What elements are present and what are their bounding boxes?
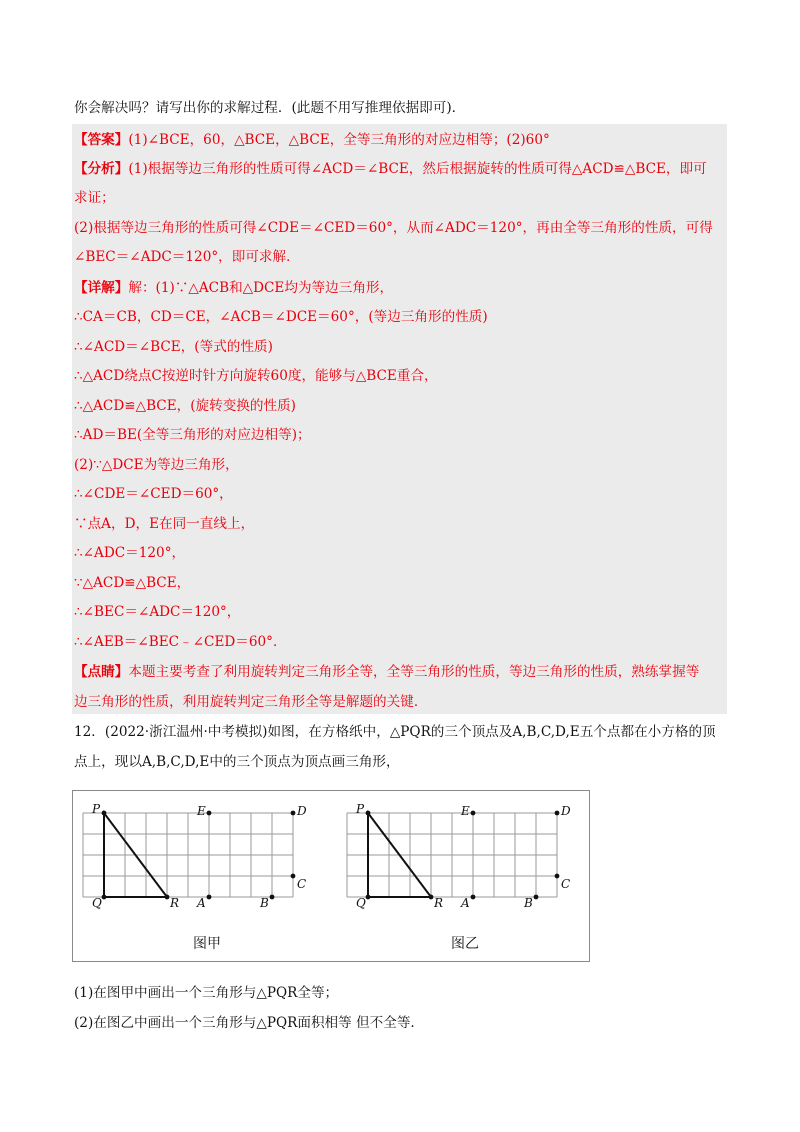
answer-line bbox=[74, 130, 550, 150]
point-label-d: D bbox=[297, 804, 307, 818]
point-p bbox=[366, 811, 371, 816]
caption-jia: 图甲 bbox=[193, 936, 221, 952]
detail-line-11: ∴∠BEC＝∠ADC＝120°， bbox=[74, 604, 241, 620]
point-label-e: E bbox=[461, 804, 470, 818]
detail-line-5: ∴AD＝BE(全等三角形的对应边相等)； bbox=[74, 427, 311, 443]
point-label-p: P bbox=[92, 802, 101, 816]
question-1: (1)在图甲中画出一个三角形与△PQR全等； bbox=[74, 985, 339, 1001]
answer-box bbox=[72, 124, 727, 714]
detail-line-2: ∴∠ACD＝∠BCE，(等式的性质) bbox=[74, 339, 273, 355]
analysis-line-4: ∠BEC＝∠ADC＝120°，即可求解． bbox=[74, 249, 300, 265]
comment-tag: 【点睛】 bbox=[74, 664, 129, 680]
point-p bbox=[102, 811, 107, 816]
detail-tag: 【详解】 bbox=[74, 280, 129, 296]
analysis-line-2: 求证； bbox=[74, 190, 115, 206]
point-label-d: D bbox=[561, 804, 571, 818]
point-label-a: A bbox=[197, 896, 206, 910]
point-label-a: A bbox=[461, 896, 470, 910]
analysis-text-1: (1)根据等边三角形的性质可得∠ACD＝∠BCE，然后根据旋转的性质可得△ACD≌△BCE，即可 bbox=[128, 161, 707, 177]
detail-line-4: ∴△ACD≌△BCE，(旋转变换的性质) bbox=[74, 398, 296, 414]
comment-line-1 bbox=[74, 662, 699, 682]
point-a bbox=[471, 895, 476, 900]
detail-line-7: ∴∠CDE＝∠CED＝60°， bbox=[74, 486, 233, 502]
point-b bbox=[534, 895, 539, 900]
point-e bbox=[207, 811, 212, 816]
point-label-b: B bbox=[260, 896, 269, 910]
point-d bbox=[291, 811, 296, 816]
point-label-q: Q bbox=[92, 896, 102, 910]
answer-text: (1)∠BCE，60，△BCE，△BCE，全等三角形的对应边相等；(2)60° bbox=[128, 132, 550, 148]
intro-line: 你会解决吗？请写出你的求解过程．(此题不用写推理依据即可)． bbox=[74, 100, 466, 116]
point-label-c: C bbox=[297, 877, 307, 891]
point-q bbox=[366, 895, 371, 900]
point-c bbox=[291, 874, 296, 879]
detail-line-12: ∴∠AEB＝∠BEC﹣∠CED＝60°． bbox=[74, 634, 287, 650]
grid-yi bbox=[347, 802, 571, 910]
figure-box bbox=[72, 790, 590, 962]
comment-text-1: 本题主要考查了利用旋转判定三角形全等，全等三角形的性质，等边三角形的性质，熟练掌握等 bbox=[128, 664, 700, 680]
caption-yi: 图乙 bbox=[451, 936, 479, 952]
point-label-b: B bbox=[524, 896, 533, 910]
point-label-r: R bbox=[434, 896, 444, 910]
detail-line-0 bbox=[74, 278, 393, 298]
point-b bbox=[270, 895, 275, 900]
question-2: (2)在图乙中画出一个三角形与△PQR面积相等 但不全等. bbox=[74, 1015, 415, 1031]
analysis-tag: 【分析】 bbox=[74, 161, 129, 177]
point-label-c: C bbox=[561, 877, 571, 891]
comment-line-2: 边三角形的性质，利用旋转判定三角形全等是解题的关键． bbox=[74, 694, 428, 710]
point-q bbox=[102, 895, 107, 900]
point-r bbox=[429, 895, 434, 900]
point-r bbox=[165, 895, 170, 900]
detail-line-3: ∴△ACD绕点C按逆时针方向旋转60度，能够与△BCE重合， bbox=[74, 368, 438, 384]
point-c bbox=[555, 874, 560, 879]
detail-line-6: (2)∵△DCE为等边三角形， bbox=[74, 457, 239, 473]
analysis-line-1 bbox=[74, 159, 707, 179]
detail-line-8: ∵点A，D，E在同一直线上， bbox=[74, 516, 255, 532]
analysis-line-3: (2)根据等边三角形的性质可得∠CDE＝∠CED＝60°，从而∠ADC＝120°，再由全等三角形的性质，可得 bbox=[74, 220, 713, 236]
point-e bbox=[471, 811, 476, 816]
problem12-line-2: 点上，现以A,B,C,D,E中的三个顶点为顶点画三角形， bbox=[74, 754, 400, 770]
point-label-e: E bbox=[197, 804, 206, 818]
detail-line-10: ∵△ACD≌△BCE， bbox=[74, 575, 191, 591]
grid-jia bbox=[83, 802, 307, 910]
point-d bbox=[555, 811, 560, 816]
grid-figures bbox=[73, 791, 589, 961]
detail-line-1: ∴CA＝CB，CD＝CE，∠ACB＝∠DCE＝60°，(等边三角形的性质) bbox=[74, 309, 488, 325]
answer-tag: 【答案】 bbox=[74, 132, 129, 148]
point-label-r: R bbox=[170, 896, 180, 910]
point-label-q: Q bbox=[356, 896, 366, 910]
point-a bbox=[207, 895, 212, 900]
detail-text-0: 解：(1)∵△ACB和△DCE均为等边三角形， bbox=[128, 280, 394, 296]
problem12-line-1: 12．(2022·浙江温州·中考模拟)如图，在方格纸中，△PQR的三个顶点及A,B,C,D,E五个点都在小方格的顶 bbox=[74, 724, 716, 740]
point-label-p: P bbox=[356, 802, 365, 816]
detail-line-9: ∴∠ADC＝120°， bbox=[74, 545, 186, 561]
